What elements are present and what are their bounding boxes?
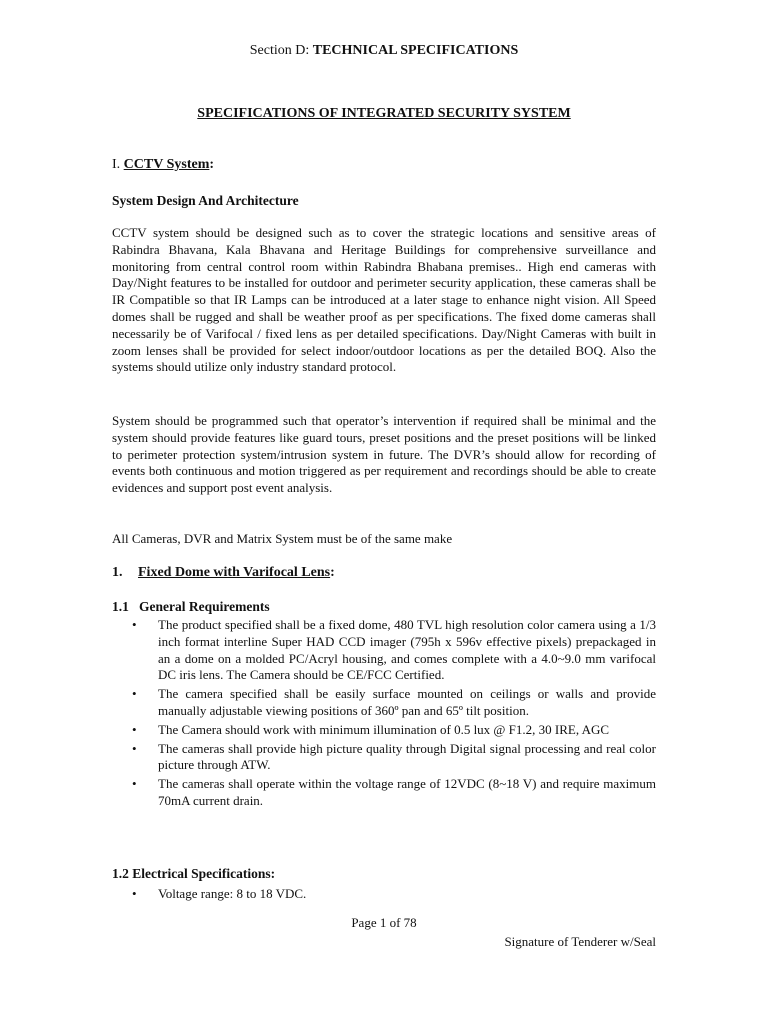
list-item bbox=[112, 776, 656, 810]
design-heading: System Design And Architecture bbox=[112, 193, 299, 208]
bullet-icon: • bbox=[132, 686, 137, 702]
list-item bbox=[112, 886, 656, 903]
item1-title: Fixed Dome with Varifocal Lens bbox=[138, 565, 331, 580]
cctv-label: CCTV System bbox=[123, 157, 210, 172]
bullet-icon: • bbox=[132, 776, 137, 792]
list-item bbox=[112, 741, 656, 775]
item1-number: 1. bbox=[112, 565, 123, 580]
list-item-text: The cameras shall operate within the voltage range of 12VDC (8~18 V) and require maximum 70mA current drain. bbox=[158, 776, 656, 808]
general-requirements-heading: 1.1 General Requirements bbox=[112, 599, 270, 614]
page-number: Page 1 of 78 bbox=[351, 915, 417, 930]
list-item-text: Voltage range: 8 to 18 VDC. bbox=[158, 886, 307, 901]
list-item bbox=[112, 617, 656, 684]
design-paragraph-1: CCTV system should be designed such as to cover the strategic locations and sensitive areas of Rabindra Bhavana, Kala Bhavana and Heritage Buildings for comprehensive surveillance and monitoring from central control room within Rabindra Bhabana premises.. High end cameras with Day/Night features to be installed for outdoor and perimeter security application, these cameras shall be IR Compatible so that IR Lamps can be introduced at a later stage to enhance night vision. All Speed domes shall be rugged and shall be weather proof as per specifications. The fixed dome cameras shall necessarily be of Varifocal / fixed lens as per detailed specifications. Day/Night Cameras with built in zoom lenses shall be provided for select indoor/outdoor locations as per the detailed BOQ. Also the systems should utilize only industry standard protocol. bbox=[112, 225, 656, 375]
list-item-text: The cameras shall provide high picture quality through Digital signal processing and real color picture through ATW. bbox=[158, 740, 656, 773]
list-item bbox=[112, 722, 656, 739]
list-item bbox=[112, 686, 656, 720]
same-make-note: All Cameras, DVR and Matrix System must be of the same make bbox=[112, 531, 453, 546]
electrical-heading: 1.2 Electrical Specifications: bbox=[112, 866, 276, 881]
list-item-text: The Camera should work with minimum illumination of 0.5 lux @ F1.2, 30 IRE, AGC bbox=[158, 721, 610, 737]
signature-line: Signature of Tenderer w/Seal bbox=[504, 934, 656, 949]
bullet-icon: • bbox=[132, 740, 137, 756]
document-title: SPECIFICATIONS OF INTEGRATED SECURITY SYSTEM bbox=[197, 106, 571, 121]
cctv-colon: : bbox=[209, 157, 215, 172]
cctv-numeral: I. bbox=[112, 157, 124, 172]
design-paragraph-2: System should be programmed such that operator’s intervention if required shall be minimal and the system should provide features like guard tours, preset positions and the preset positions will be linked to perimeter protection system/intrusion system in future. The DVR’s should allow for recording of events both continuous and motion triggered as per requirement and recordings should be able to create evidences and support post event analysis. bbox=[112, 413, 656, 496]
cctv-heading bbox=[112, 157, 214, 173]
section-prefix: Section D: bbox=[249, 43, 313, 58]
bullet-icon: • bbox=[132, 617, 137, 632]
section-header bbox=[0, 43, 768, 59]
electrical-list bbox=[112, 886, 656, 905]
list-item-text: The product specified shall be a fixed dome, 480 TVL high resolution color camera using a 1/3 inch format interline Super HAD CCD imager (795h x 596v effective pixels) prepackaged in an a dome on a molded PC/Acryl housing, and comes complete with a 4.0~9.0 mm varifocal DC iris lens. The Camera should be CE/FCC Certified. bbox=[158, 617, 656, 683]
general-requirements-list bbox=[112, 617, 656, 812]
list-item-text: The camera specified shall be easily surface mounted on ceilings or walls and provide manually adjustable viewing positions of 360º pan and 65º tilt position. bbox=[158, 686, 656, 718]
bullet-icon: • bbox=[132, 721, 137, 737]
section-title: TECHNICAL SPECIFICATIONS bbox=[312, 43, 519, 58]
item1-heading bbox=[112, 565, 335, 581]
item1-colon: : bbox=[330, 565, 335, 580]
bullet-icon: • bbox=[132, 886, 137, 901]
